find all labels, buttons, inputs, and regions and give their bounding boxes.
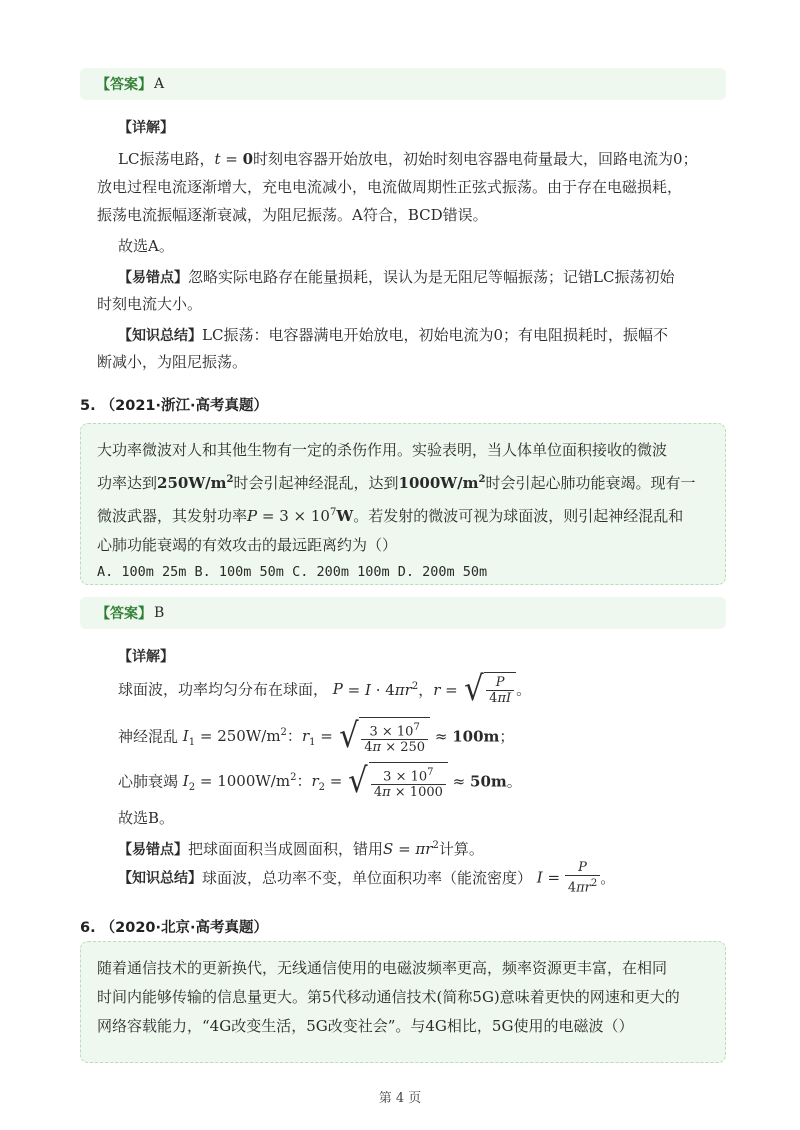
answer-bar [80, 68, 726, 100]
question-heading: 5. （2021·浙江·高考真题） [80, 398, 269, 414]
detail-heading: 【详解】 [118, 649, 174, 665]
question-box [80, 423, 726, 585]
answer-value: B [154, 605, 165, 621]
answer-value: A [154, 76, 165, 92]
page-number: 第 4 页 [378, 1091, 422, 1106]
mistake-point: 【易错点】把球面面积当成圆面积，错用$S = \pi r^2$计算。 [118, 840, 484, 858]
answer-label: 【答案】 [96, 606, 152, 622]
knowledge-summary: 【知识总结】球面波，总功率不变，单位面积功率（能流密度） I = $\frac{P}{4\pi r^2}$ 。 [118, 860, 616, 896]
detail-paragraph: 振荡电流振幅逐渐衰减，为阻尼振荡。A符合，BCD错误。 [97, 206, 488, 224]
detail-paragraph: LC振荡电路，t = 0时刻电容器开始放电，初始时刻电容器电荷量最大，回路电流为0； [118, 150, 698, 168]
question-heading: 6. （2020·北京·高考真题） [80, 920, 269, 936]
formula-line: 心肺衰竭 $I_2 = 1000W/m^2$：$r_2$ = √ $\frac{3 \times 10^7}{4\pi \times 1000}$ ≈ 50m。 [118, 761, 522, 802]
answer-bar [80, 597, 726, 629]
formula-line: 球面波，功率均匀分布在球面， $P = I \cdot 4\pi r^2$，r = √ $\frac{P}{4\pi I}$ 。 [118, 669, 532, 709]
detail-paragraph: 放电过程电流逐渐增大，充电电流减小，电流做周期性正弦式振荡。由于存在电磁损耗， [97, 178, 683, 196]
conclusion: 故选B。 [118, 809, 175, 827]
knowledge-summary: 【知识总结】LC振荡：电容器满电开始放电，初始电流为0；有电阻损耗时，振幅不 [118, 326, 668, 344]
detail-heading: 【详解】 [118, 120, 174, 136]
knowledge-summary-cont: 断减小，为阻尼振荡。 [97, 353, 248, 371]
answer-options: A. 100m 25m B. 100m 50m C. 200m 100m D. 200m 50m [97, 564, 488, 580]
question-box [80, 941, 726, 1063]
conclusion: 故选A。 [118, 237, 174, 255]
answer-label: 【答案】 [96, 77, 152, 93]
formula-line: 神经混乱 $I_1 = 250W/m^2$：$r_1$ = √ $\frac{3 \times 10^7}{4\pi \times 250}$ ≈ 100m； [118, 716, 515, 757]
mistake-point-cont: 时刻电流大小。 [97, 295, 203, 313]
mistake-point: 【易错点】忽略实际电路存在能量损耗，误认为是无阻尼等幅振荡；记错LC振荡初始 [118, 268, 675, 286]
question-text: 大功率微波对人和其他生物有一定的杀伤作用。实验表明，当人体单位面积接收的微波 功率达到$250W/m^2$时会引起神经混乱，达到$1000W/m^2$时会引起心肺功能衰竭。现有一 微波武器，其发射功率$P = 3 \times 10^7W$。若发射的微波可视为球面波，则引起神经混乱和 心肺功能衰竭的有效攻击的最远距离约为（） [97, 441, 696, 554]
question-text: 随着通信技术的更新换代，无线通信使用的电磁波频率更高，频率资源更丰富，在相同 时间内能够传输的信息量更大。第5代移动通信技术(简称5G)意味着更快的网速和更大的 网络容载能力，“4G改变生活，5G改变社会”。与4G相比，5G使用的电磁波（） [97, 959, 680, 1035]
